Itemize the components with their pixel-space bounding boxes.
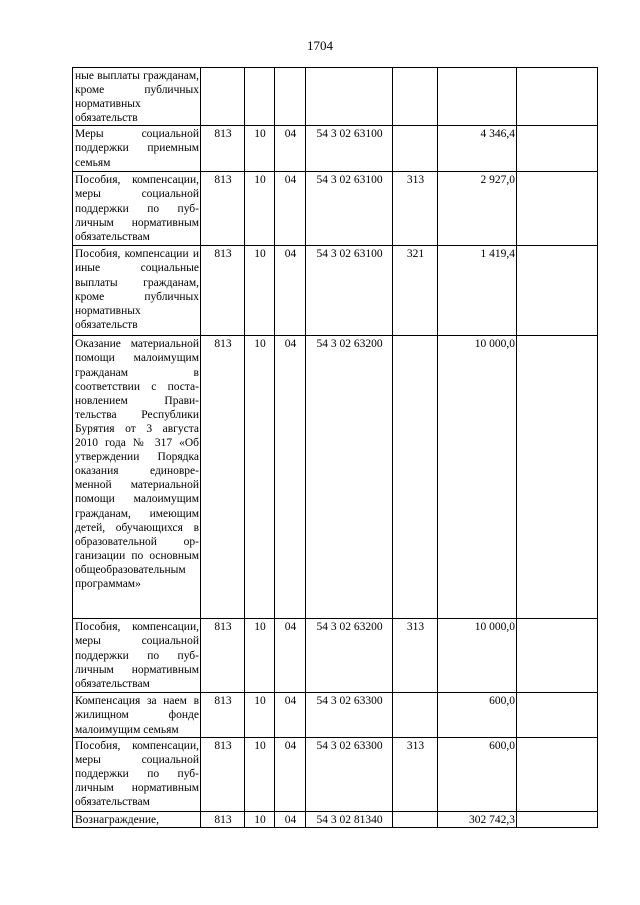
section-code: 10 (245, 693, 275, 737)
extra-value (517, 172, 598, 246)
expense-type-code: 321 (393, 246, 438, 336)
subsection-code: 04 (275, 126, 306, 172)
expense-type-code: 313 (393, 737, 438, 811)
target-article-code: 54 3 02 63300 (306, 737, 393, 811)
section-code: 10 (245, 172, 275, 246)
extra-value (517, 737, 598, 811)
table-row (73, 811, 598, 827)
expense-type-code (393, 336, 438, 619)
table-row (73, 336, 598, 619)
amount-value: 10 000,0 (438, 336, 517, 619)
subsection-code: 04 (275, 693, 306, 737)
extra-value (517, 126, 598, 172)
ministry-code: 813 (201, 737, 245, 811)
section-code: 10 (245, 126, 275, 172)
subsection-code: 04 (275, 737, 306, 811)
target-article-code: 54 3 02 63300 (306, 693, 393, 737)
row-description: Оказание материальной помощи малоимущим гражданам в соответствии с постановлением Правительства Республики Бурятия от 3 августа 2010 года № 317 «Об утверждении Порядка оказания единовременной материальной помощи малоимущим гражданам, имеющим детей, обучающихся в образовательной организации по основным общеобразовательным программам» (73, 336, 201, 619)
target-article-code: 54 3 02 81340 (306, 811, 393, 827)
extra-value (517, 811, 598, 827)
extra-value (517, 693, 598, 737)
table-row (73, 693, 598, 737)
row-description: Пособия, компенсации, меры социальной поддержки по публичным нормативным обязательствам (73, 619, 201, 693)
row-description: Вознаграждение, (73, 811, 201, 827)
expense-type-code: 313 (393, 172, 438, 246)
row-description: Пособия, компенсации, меры социальной поддержки по публичным нормативным обязательствам (73, 737, 201, 811)
extra-value (517, 619, 598, 693)
subsection-code: 04 (275, 172, 306, 246)
section-code: 10 (245, 619, 275, 693)
table-row (73, 126, 598, 172)
subsection-code: 04 (275, 246, 306, 336)
amount-value (438, 68, 517, 126)
section-code: 10 (245, 737, 275, 811)
amount-value: 1 419,4 (438, 246, 517, 336)
ministry-code: 813 (201, 246, 245, 336)
target-article-code: 54 3 02 63100 (306, 246, 393, 336)
row-description: Пособия, компенсации и иные социальные выплаты гражданам, кроме публичных нормативных обязательств (73, 246, 201, 336)
section-code: 10 (245, 811, 275, 827)
extra-value (517, 68, 598, 126)
expense-type-code (393, 693, 438, 737)
amount-value: 2 927,0 (438, 172, 517, 246)
table-row (73, 737, 598, 811)
table-row (73, 68, 598, 126)
section-code: 10 (245, 246, 275, 336)
ministry-code: 813 (201, 336, 245, 619)
extra-value (517, 336, 598, 619)
amount-value: 600,0 (438, 737, 517, 811)
target-article-code (306, 68, 393, 126)
amount-value: 4 346,4 (438, 126, 517, 172)
subsection-code: 04 (275, 619, 306, 693)
amount-value: 302 742,3 (438, 811, 517, 827)
page-number: 1704 (307, 38, 333, 53)
table-row (73, 619, 598, 693)
section-code: 10 (245, 336, 275, 619)
target-article-code: 54 3 02 63200 (306, 336, 393, 619)
ministry-code: 813 (201, 126, 245, 172)
section-code (245, 68, 275, 126)
budget-table (72, 67, 598, 828)
extra-value (517, 246, 598, 336)
row-description: ные выплаты гражданам, кроме публичных нормативных обязательств (73, 68, 201, 126)
ministry-code: 813 (201, 619, 245, 693)
ministry-code (201, 68, 245, 126)
amount-value: 600,0 (438, 693, 517, 737)
table-row (73, 246, 598, 336)
expense-type-code (393, 126, 438, 172)
ministry-code: 813 (201, 693, 245, 737)
table-row (73, 172, 598, 246)
row-description: Пособия, компенсации, меры социальной поддержки по публичным нормативным обязательствам (73, 172, 201, 246)
row-description: Компенсация за наем в жилищном фонде малоимущим семьям (73, 693, 201, 737)
target-article-code: 54 3 02 63100 (306, 126, 393, 172)
ministry-code: 813 (201, 811, 245, 827)
expense-type-code (393, 811, 438, 827)
target-article-code: 54 3 02 63100 (306, 172, 393, 246)
subsection-code (275, 68, 306, 126)
subsection-code: 04 (275, 811, 306, 827)
amount-value: 10 000,0 (438, 619, 517, 693)
row-description: Меры социальной поддержки приемным семьям (73, 126, 201, 172)
ministry-code: 813 (201, 172, 245, 246)
target-article-code: 54 3 02 63200 (306, 619, 393, 693)
expense-type-code: 313 (393, 619, 438, 693)
subsection-code: 04 (275, 336, 306, 619)
expense-type-code (393, 68, 438, 126)
